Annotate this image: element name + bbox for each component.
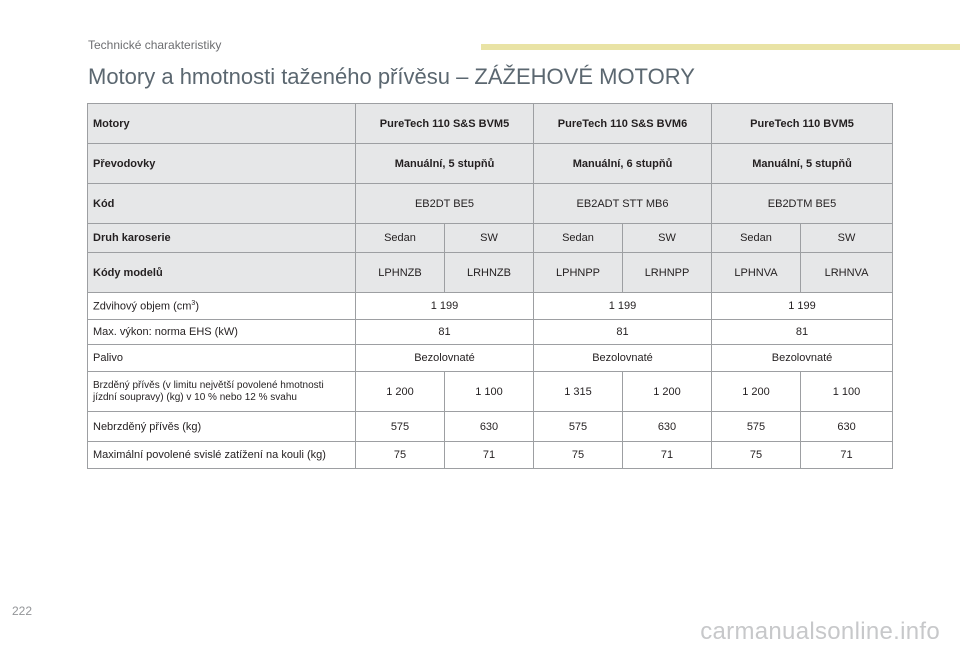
row-fuel [88, 345, 893, 372]
row-nose-weight [88, 442, 893, 469]
engine-1: PureTech 110 S&S BVM5 [356, 104, 534, 144]
unbraked-trailer-cell: 575 [712, 412, 801, 442]
label-engines: Motory [88, 104, 356, 144]
row-engines [88, 104, 893, 144]
body-type-cell: SW [445, 224, 534, 253]
fuel-1: Bezolovnaté [356, 345, 534, 372]
nose-weight-cell: 71 [623, 442, 712, 469]
displacement-3: 1 199 [712, 293, 893, 320]
label-gearboxes: Převodovky [88, 144, 356, 184]
braked-trailer-cell: 1 100 [445, 372, 534, 412]
row-unbraked-trailer [88, 412, 893, 442]
code-1: EB2DT BE5 [356, 184, 534, 224]
page-number: 222 [12, 604, 33, 618]
header-rule [481, 44, 960, 50]
gearbox-3: Manuální, 5 stupňů [712, 144, 893, 184]
row-braked-trailer [88, 372, 893, 412]
power-1: 81 [356, 320, 534, 345]
label-fuel: Palivo [88, 345, 356, 372]
displacement-unit-superscript: 3 [191, 299, 196, 307]
label-power: Max. výkon: norma EHS (kW) [88, 320, 356, 345]
unbraked-trailer-cell: 630 [801, 412, 893, 442]
gearbox-2: Manuální, 6 stupňů [534, 144, 712, 184]
model-code-cell: LPHNZB [356, 253, 445, 293]
engine-spec-table [87, 103, 893, 469]
braked-trailer-cell: 1 100 [801, 372, 893, 412]
braked-trailer-cell: 1 200 [712, 372, 801, 412]
row-power [88, 320, 893, 345]
row-gearboxes [88, 144, 893, 184]
label-code: Kód [88, 184, 356, 224]
body-type-cell: Sedan [356, 224, 445, 253]
row-body-types [88, 224, 893, 253]
label-body-type: Druh karoserie [88, 224, 356, 253]
nose-weight-cell: 75 [356, 442, 445, 469]
displacement-2: 1 199 [534, 293, 712, 320]
braked-trailer-cell: 1 200 [356, 372, 445, 412]
label-nose-weight: Maximální povolené svislé zatížení na kouli (kg) [88, 442, 356, 469]
page-title: Motory a hmotnosti taženého přívěsu – ZÁŽEHOVÉ MOTORY [88, 64, 695, 89]
nose-weight-cell: 71 [801, 442, 893, 469]
engine-2: PureTech 110 S&S BVM6 [534, 104, 712, 144]
code-3: EB2DTM BE5 [712, 184, 893, 224]
body-type-cell: SW [623, 224, 712, 253]
model-code-cell: LPHNPP [534, 253, 623, 293]
body-type-cell: Sedan [534, 224, 623, 253]
label-braked-trailer: Brzděný přívěs (v limitu největší povolené hmotnosti jízdní soupravy) (kg) v 10 % nebo 12 % svahu [88, 372, 356, 412]
watermark: carmanualsonline.info [700, 618, 940, 645]
displacement-label-text: Zdvihový objem (cm [93, 300, 192, 313]
label-model-codes: Kódy modelů [88, 253, 356, 293]
body-type-cell: SW [801, 224, 893, 253]
power-3: 81 [712, 320, 893, 345]
model-code-cell: LPHNVA [712, 253, 801, 293]
unbraked-trailer-cell: 630 [623, 412, 712, 442]
nose-weight-cell: 75 [712, 442, 801, 469]
fuel-2: Bezolovnaté [534, 345, 712, 372]
code-2: EB2ADT STT MB6 [534, 184, 712, 224]
gearbox-1: Manuální, 5 stupňů [356, 144, 534, 184]
engine-3: PureTech 110 BVM5 [712, 104, 893, 144]
row-codes [88, 184, 893, 224]
displacement-1: 1 199 [356, 293, 534, 320]
row-displacement [88, 293, 893, 320]
power-2: 81 [534, 320, 712, 345]
label-unbraked-trailer: Nebrzděný přívěs (kg) [88, 412, 356, 442]
braked-trailer-cell: 1 315 [534, 372, 623, 412]
model-code-cell: LRHNZB [445, 253, 534, 293]
nose-weight-cell: 75 [534, 442, 623, 469]
displacement-label-close: ) [195, 300, 199, 313]
label-displacement [88, 293, 356, 320]
fuel-3: Bezolovnaté [712, 345, 893, 372]
braked-trailer-cell: 1 200 [623, 372, 712, 412]
unbraked-trailer-cell: 630 [445, 412, 534, 442]
unbraked-trailer-cell: 575 [534, 412, 623, 442]
model-code-cell: LRHNPP [623, 253, 712, 293]
model-code-cell: LRHNVA [801, 253, 893, 293]
unbraked-trailer-cell: 575 [356, 412, 445, 442]
section-label: Technické charakteristiky [88, 38, 222, 52]
body-type-cell: Sedan [712, 224, 801, 253]
row-model-codes [88, 253, 893, 293]
nose-weight-cell: 71 [445, 442, 534, 469]
